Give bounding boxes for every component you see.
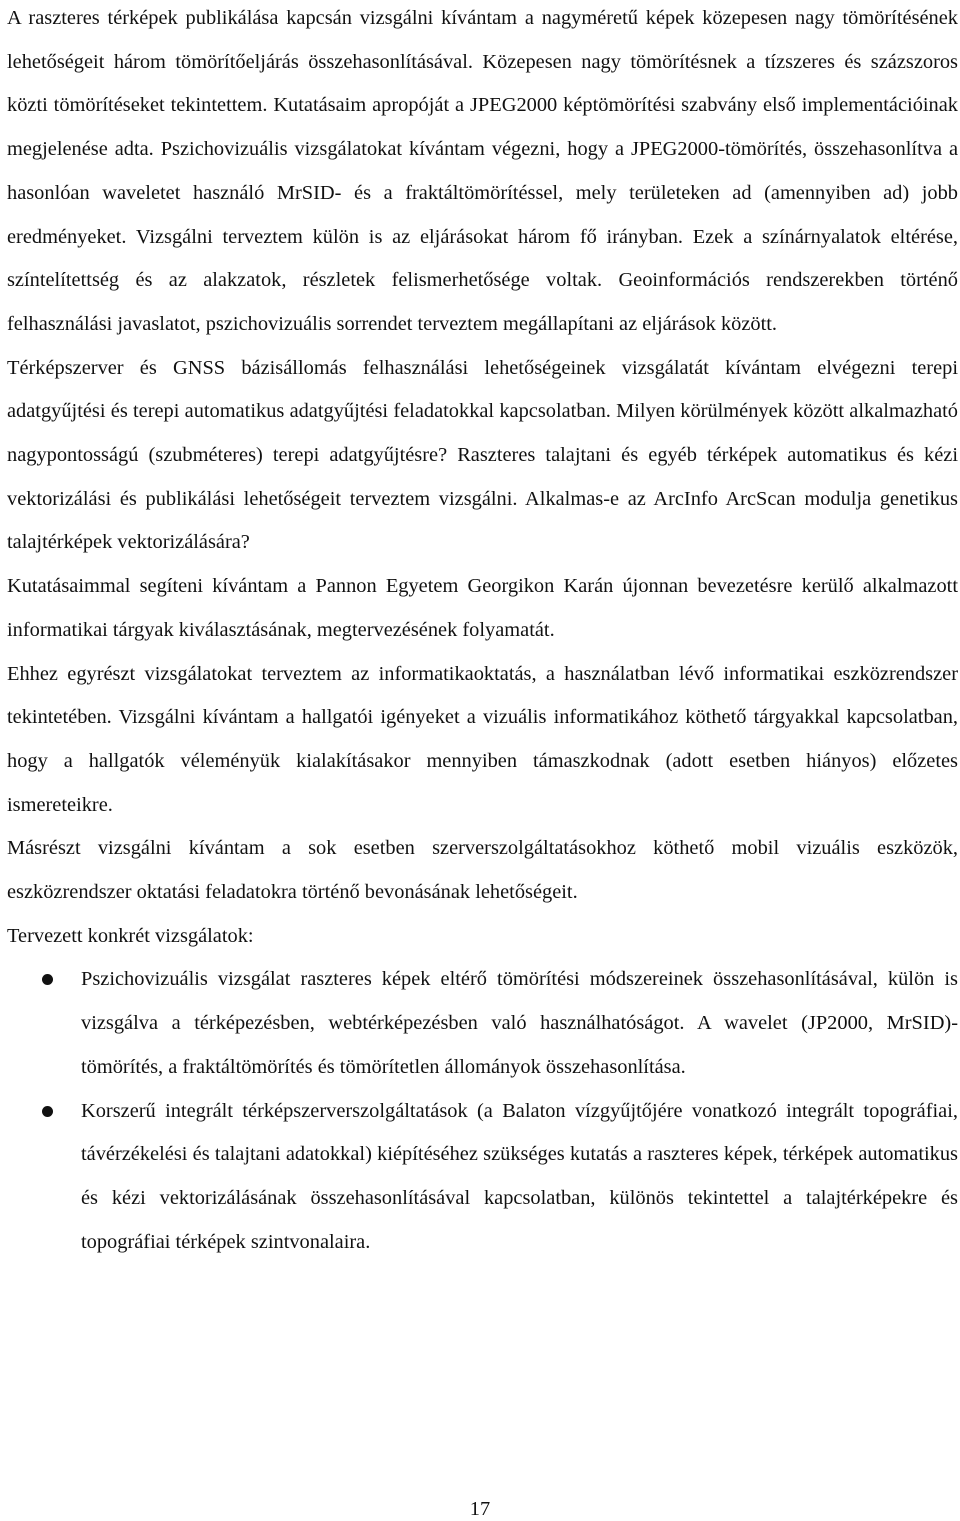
bullet-icon bbox=[42, 974, 53, 985]
list-item-text: Pszichovizuális vizsgálat raszteres képek eltérő tömörítési módszereinek összehasonlításával, külön is vizsgálva a térképezésben, webtérképezésben való használhatóságot. A wavelet (JP2000, MrSID)-tömörítés, a fraktáltömörítés és tömörítetlen állományok összehasonlítása. bbox=[81, 968, 958, 1078]
document-page bbox=[7, 0, 958, 1264]
paragraph-compression-research: A raszteres térképek publikálása kapcsán vizsgálni kívántam a nagyméretű képek közepesen nagy tömörítésének lehetőségeit három tömörítőeljárás összehasonlításával. Közepesen nagy tömörítésnek a tízszeres és százszoros közti tömörítéseket tekintettem. Kutatásaim apropóját a JPEG2000 képtömörítési szabvány első implementációinak megjelenése adta. Pszichovizuális vizsgálatokat kívántam végezni, hogy a JPEG2000-tömörítés, összehasonlítva a hasonlóan waveletet használó MrSID- és a fraktáltömörítéssel, mely területeken ad (amennyiben ad) jobb eredményeket. Vizsgálni terveztem külön is az eljárásokat három fő irányban. Ezek a színárnyalatok eltérése, színtelítettség és az alakzatok, részletek felismerhetősége voltak. Geoinformációs rendszerekben történő felhasználási javaslatot, pszichovizuális sorrendet terveztem megállapítani az eljárások között. bbox=[7, 7, 958, 335]
paragraph-mobile-devices: Másrészt vizsgálni kívántam a sok esetben szerverszolgáltatásokhoz köthető mobil vizuális eszközök, eszközrendszer oktatási feladatokra történő bevonásának lehetőségeit. bbox=[7, 837, 958, 904]
paragraph-planned-studies-heading: Tervezett konkrét vizsgálatok: bbox=[7, 924, 254, 947]
planned-studies-list bbox=[7, 958, 958, 1264]
paragraph-it-education: Ehhez egyrészt vizsgálatokat terveztem az informatikaoktatás, a használatban lévő informatikai eszközrendszer tekintetében. Vizsgálni kívántam a hallgatói igényeket a vizuális informatikához köthető tárgyakkal kapcsolatban, hogy a hallgatók véleményük kialakításakor mennyiben támaszkodnak (adott esetben hiányos) előzetes ismereteikre. bbox=[7, 662, 958, 816]
list-item bbox=[7, 958, 958, 1089]
bullet-icon bbox=[42, 1106, 53, 1117]
paragraph-map-server-gnss: Térképszerver és GNSS bázisállomás felhasználási lehetőségeinek vizsgálatát kívántam elvégezni terepi adatgyűjtési és terepi automatikus adatgyűjtési feladatokkal kapcsolatban. Milyen körülmények között alkalmazható nagypontosságú (szubméteres) terepi adatgyűjtésre? Raszteres talajtani és egyéb térképek automatikus és kézi vektorizálási és publikálási lehetőségeit terveztem vizsgálni. Alkalmas-e az ArcInfo ArcScan modulja genetikus talajtérképek vektorizálására? bbox=[7, 356, 958, 554]
list-item bbox=[7, 1090, 958, 1265]
list-item-text: Korszerű integrált térképszerverszolgáltatások (a Balaton vízgyűjtőjére vonatkozó integrált topográfiai, távérzékelési és talajtani adatokkal) kiépítéséhez szükséges kutatás a raszteres képek, térképek automatikus és kézi vektorizálásának összehasonlításával kapcsolatban, különös tekintettel a talajtérképekre és topográfiai térképek szintvonalaira. bbox=[81, 1099, 958, 1253]
page-number: 17 bbox=[469, 1498, 491, 1520]
paragraph-curriculum-support: Kutatásaimmal segíteni kívántam a Pannon Egyetem Georgikon Karán újonnan bevezetésre kerülő alkalmazott informatikai tárgyak kiválasztásának, megtervezésének folyamatát. bbox=[7, 575, 958, 641]
